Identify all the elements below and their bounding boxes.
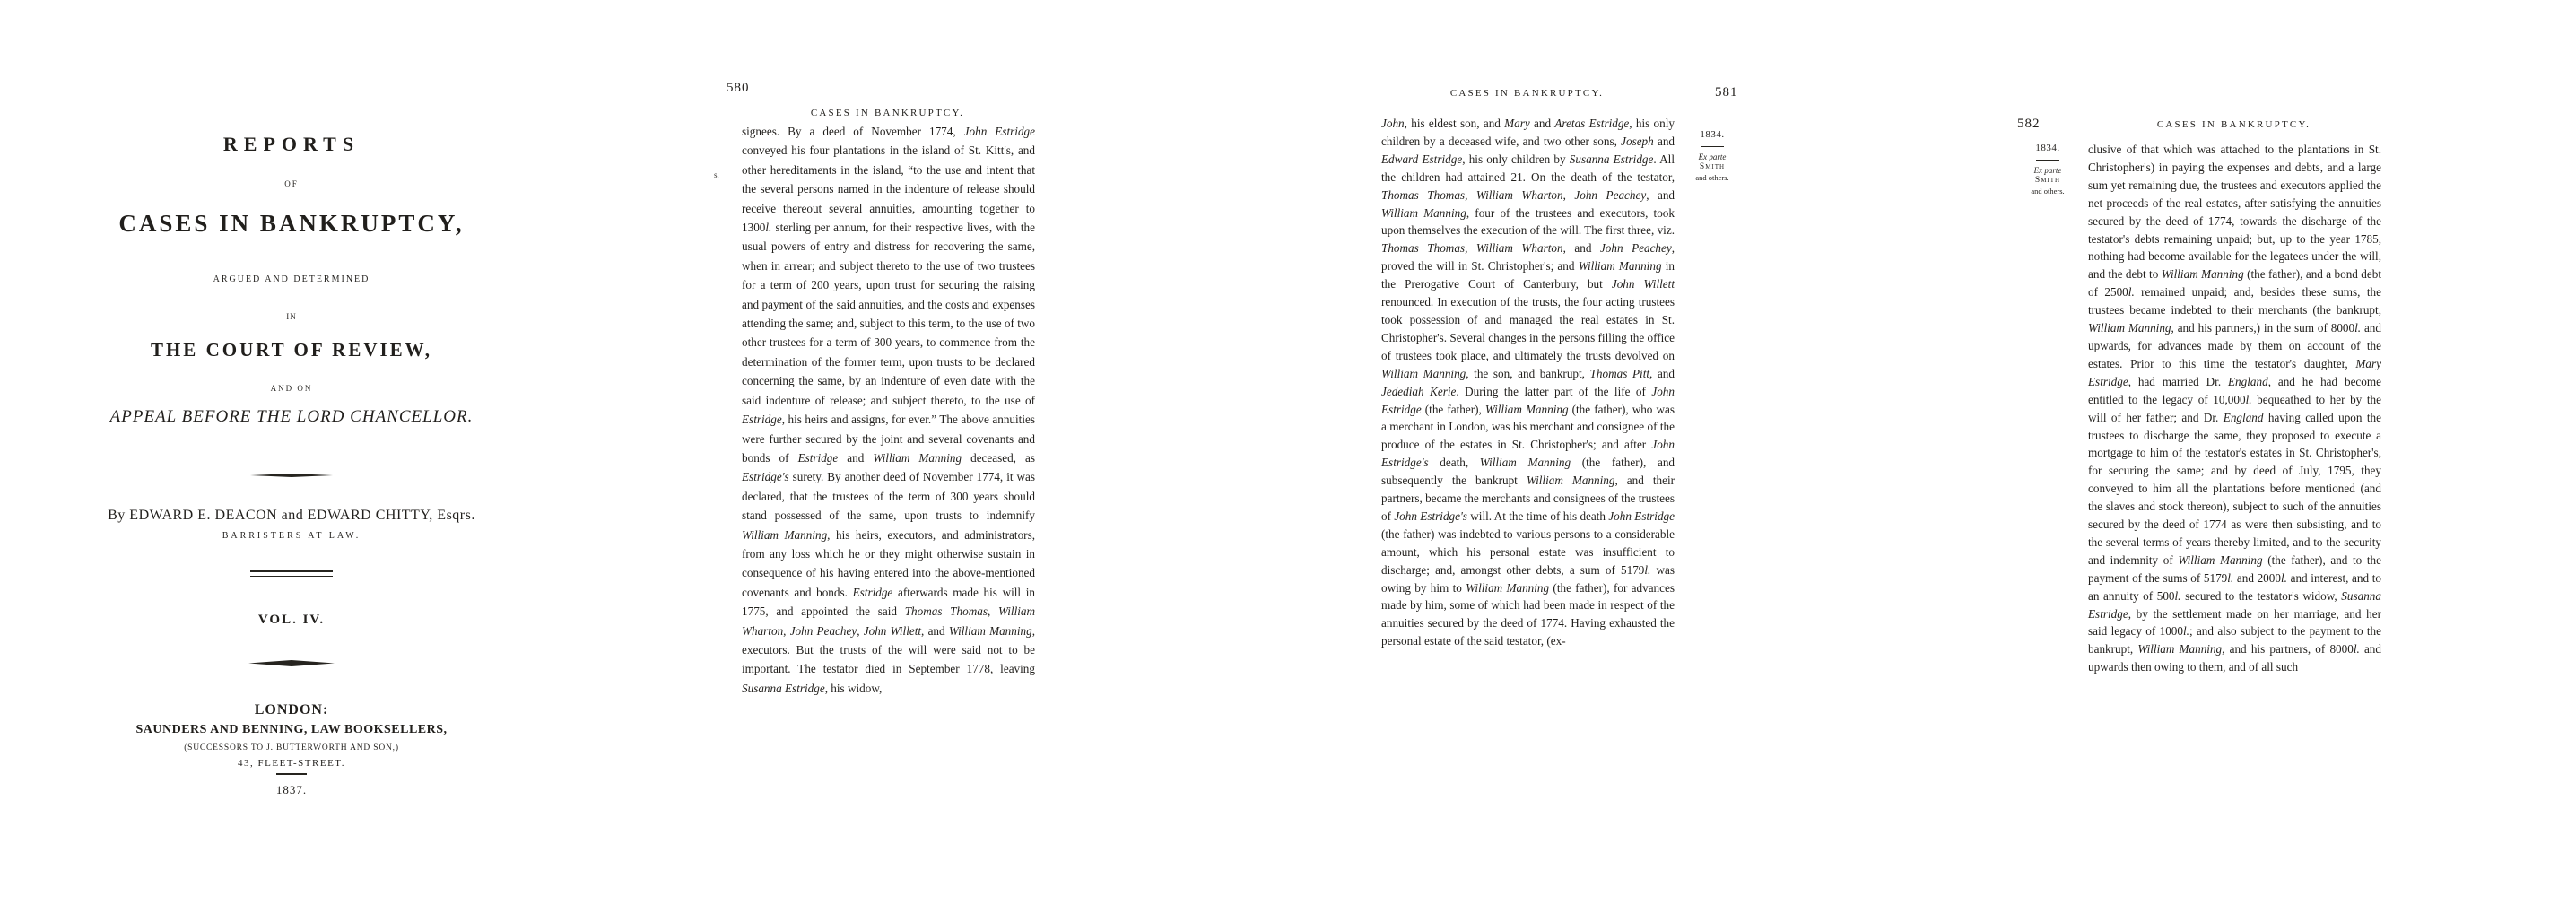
book-title: REPORTS bbox=[222, 133, 361, 155]
title-of-word: OF bbox=[284, 179, 299, 188]
case-year: 1834. bbox=[1700, 129, 1725, 140]
title-short-rule bbox=[276, 773, 307, 775]
scan-page-580 bbox=[714, 79, 1036, 796]
page-number: 581 bbox=[1715, 85, 1738, 100]
case-note-rule bbox=[2036, 160, 2059, 161]
case-exparte: Ex parte bbox=[2033, 165, 2062, 175]
imprint-year: 1837. bbox=[275, 783, 308, 796]
page-body-text: signees. By a deed of November 1774, John Estridge conveyed his four plantations in the island of St. Kitt's, and other hereditaments in the island, “to the use and intent that the several persons named in the indenture of release should receive thereout several annuities, amounting together to 1300l. sterling per annum, for their respective lives, with the usual powers of entry and distress for recovering the same, when in arrear; and subject thereto to the use of two trustees for a term of 200 years, upon trust for securing the raising and payment of the said annuities, and the costs and expenses attending the same; and, subject to this term, to the use of two other trustees for a term of 300 years, to commence from the determination of the former term, upon trusts to be declared concerning the same, by an indenture of even date with the said indenture of release; and subject thereto, to the use of Estridge, his heirs and assigns, for ever.” The above annuities were further secured by the joint and several covenants and bonds of Estridge and William Manning deceased, as Estridge's surety. By another deed of November 1774, it was declared, that the trustees of the term of 300 years should stand possessed of the same, upon trusts to indemnify William Manning, his heirs, executors, and administrators, from any loss which he or they might otherwise sustain in consequence of his having entered into the above-mentioned covenants and bonds. Estridge afterwards made his will in 1775, and appointed the said Thomas Thomas, William Wharton, John Peachey, John Willett, and William Manning, executors. But the trusts of the will were said not to be important. The testator died in September 1778, leaving Susanna Estridge, his widow, bbox=[742, 125, 1036, 695]
imprint-address: 43, FLEET-STREET. bbox=[238, 758, 345, 769]
title-page bbox=[108, 126, 475, 825]
imprint-publisher: SAUNDERS AND BENNING, LAW BOOKSELLERS, bbox=[135, 723, 448, 736]
case-and-others: and others. bbox=[1695, 172, 1729, 182]
margin-case-note bbox=[1680, 129, 1745, 183]
case-party-name: Smith bbox=[2034, 176, 2061, 185]
author-byline: By EDWARD E. DEACON and EDWARD CHITTY, Esqrs. bbox=[108, 508, 475, 523]
imprint-successors: (SUCCESSORS TO J. BUTTERWORTH AND SON,) bbox=[184, 743, 399, 752]
running-header: CASES IN BANKRUPTCY. bbox=[2156, 119, 2311, 130]
case-exparte: Ex parte bbox=[1698, 152, 1727, 161]
title-argued-line: ARGUED AND DETERMINED bbox=[213, 274, 370, 284]
title-double-rule bbox=[250, 570, 333, 577]
margin-stray-mark: s. bbox=[714, 170, 719, 179]
title-and-on-word: AND ON bbox=[270, 384, 313, 393]
title-swelled-rule bbox=[250, 474, 333, 477]
case-year: 1834. bbox=[2035, 143, 2060, 153]
imprint-city: LONDON: bbox=[254, 702, 329, 717]
scan-page-581 bbox=[1381, 79, 1738, 743]
title-diamond-rule bbox=[248, 660, 335, 666]
case-and-others: and others. bbox=[2031, 186, 2065, 196]
page-body-text: clusive of that which was attached to the plantations in St. Christopher's) in paying the expenses and debts, and a large sum yet remaining due, the trustees and executors applied the net proceeds of the real estates, after satisfying the annuities secured by the deed of 1774, towards the discharge of the testator's debts remaining unpaid; but, up to the year 1785, nothing had become available for the legatees under the will, and the debt to William Manning (the father), and a bond debt of 2500l. remained unpaid; and, besides these sums, the trustees became indebted to their merchants (the bankrupt, William Manning, and his partners,) in the sum of 8000l. and upwards, for advances made by them on account of the estates. Prior to this time the testator's daughter, Mary Estridge, had married Dr. England, and he had become entitled to the legacy of 10,000l. bequeathed to her by the will of her father; and Dr. England having called upon the trustees to discharge the same, they proposed to execute a mortgage to him of the testator's estates in St. Christopher's, for securing the same; and by deed of July, 1795, they conveyed to him all the plantations before mentioned (and the slaves and stock thereon), subject to such of the annuities secured by the deed of 1774 as were then subsisting, and to the several terms of years thereby limited, and to the security and indemnity of William Manning (the father), and to the payment of the sums of 5179l. and 2000l. and interest, and to an annuity of 500l. secured to the testator's widow, Susanna Estridge, by the settlement made on her marriage, and her said legacy of 1000l.; and also subject to the payment to the bankrupt, William Manning, and his partners, of 8000l. and upwards then owing to them, and of all such bbox=[2088, 143, 2382, 674]
running-header: CASES IN BANKRUPTCY. bbox=[810, 108, 965, 118]
case-party-name: Smith bbox=[1699, 162, 1726, 171]
case-note-rule bbox=[1701, 146, 1724, 147]
author-role-line: BARRISTERS AT LAW. bbox=[222, 531, 361, 541]
page-number: 580 bbox=[727, 81, 750, 95]
title-court-line: THE COURT OF REVIEW, bbox=[150, 339, 433, 361]
book-main-title: CASES IN BANKRUPTCY, bbox=[118, 210, 465, 237]
title-in-word: IN bbox=[286, 312, 297, 321]
margin-case-note bbox=[2009, 143, 2086, 196]
volume-label: VOL. IV. bbox=[257, 613, 326, 627]
page-body-text: John, his eldest son, and Mary and Aretas Estridge, his only children by a deceased wife, and two other sons, Joseph and Edward Estridge, his only children by Susanna Estridge. All the children had attained 21. On the death of the testator, Thomas Thomas, William Wharton, John Peachey, and William Manning, four of the trustees and executors, took upon themselves the execution of the will. The first three, viz. Thomas Thomas, William Wharton, and John Peachey, proved the will in St. Christopher's; and William Manning in the Prerogative Court of Canterbury, but John Willett renounced. In execution of the trusts, the four acting trustees took possession of and managed the real estates in St. Christopher's. Several changes in the persons filling the office of trustees took place, and ultimately the trusts devolved on William Manning, the son, and bankrupt, Thomas Pitt, and Jedediah Kerie. During the latter part of the life of John Estridge (the father), William Manning (the father), who was a merchant in London, was his merchant and consignee of the produce of the estates in St. Christopher's; and after John Estridge's death, William Manning (the father), and subsequently the bankrupt William Manning, and their partners, became the merchants and consignees of the trustees of John Estridge's will. At the time of his death John Estridge (the father) was indebted to various persons to a considerable amount, which his personal estate was insufficient to discharge; and, amongst other debts, a sum of 5179l. was owing by him to William Manning (the father), for advances made by him, some of which had been made in respect of the annuities secured by the deed of 1774. Having exhausted the personal estate of the said testator, (ex- bbox=[1381, 117, 1675, 648]
scan-page-582 bbox=[1993, 112, 2388, 776]
page-number: 582 bbox=[2017, 117, 2041, 131]
title-appeal-line: APPEAL BEFORE THE LORD CHANCELLOR. bbox=[109, 407, 474, 426]
running-header: CASES IN BANKRUPTCY. bbox=[1449, 88, 1605, 99]
